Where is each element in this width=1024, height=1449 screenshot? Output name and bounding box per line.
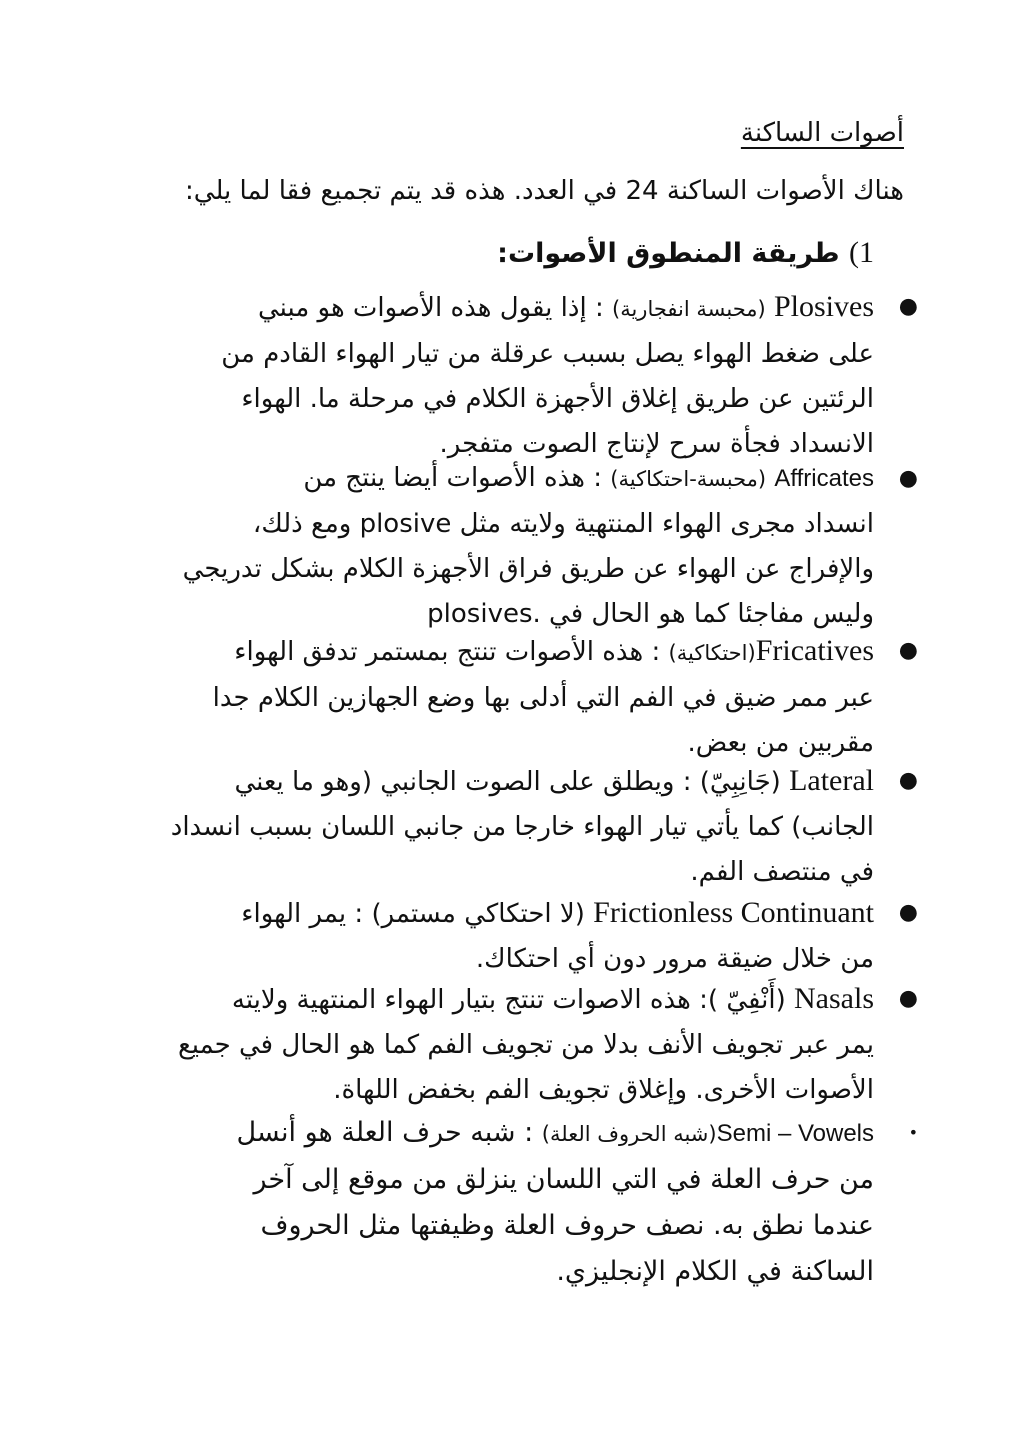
bullet-line: يمر عبر تجويف الأنف بدلا من تجويف الفم كما هو الحال في جميع: [177, 1030, 874, 1060]
bullet-line: مقربين من بعض.: [687, 728, 874, 758]
bullet-icon: ●: [898, 638, 918, 663]
term-english: Lateral: [789, 764, 874, 797]
bullet-first-line: [144, 890, 874, 937]
bullet-text: : هذه الأصوات تنتج بمستمر تدفق الهواء: [234, 637, 661, 667]
bullet-text: : شبه حرف العلة هو أنسل: [236, 1117, 534, 1148]
term-arabic-gloss: (محبسة-احتكاكية): [610, 467, 767, 491]
bullet-icon: ●: [898, 768, 918, 793]
list-item-fricatives: [144, 628, 918, 766]
bullet-line: من خلال ضيقة مرور دون أي احتكاك.: [475, 944, 874, 974]
bullet-icon: •: [908, 1123, 918, 1142]
bullet-line: من حرف العلة في التي اللسان ينزلق من موقع إلى آخر: [253, 1164, 874, 1195]
bullet-line: الجانب) كما يأتي تيار الهواء خارجا من جانبي اللسان بسبب انسداد: [170, 812, 874, 842]
bullet-line: في منتصف الفم.: [690, 857, 874, 887]
document-title: أصوات الساكنة: [740, 118, 904, 148]
bullet-first-line: [144, 456, 874, 502]
term-arabic-gloss: (شبه الحروف العلة): [541, 1122, 717, 1146]
bullet-line: الرئتين عن طريق إغلاق الأجهزة الكلام في مرحلة ما. الهواء: [241, 384, 874, 414]
bullet-line: انسداد مجرى الهواء المنتهية ولايته مثل plosive ومع ذلك،: [252, 509, 874, 539]
term-arabic-gloss: (لا احتكاكي مستمر): [371, 899, 585, 929]
bullet-icon: ●: [898, 986, 918, 1011]
bullet-line: الانسداد فجأة سرح لإنتاج الصوت متفجر.: [439, 429, 874, 459]
term-english: Nasals: [794, 982, 874, 1015]
bullet-line: الساكنة في الكلام الإنجليزي.: [556, 1256, 874, 1287]
bullet-text: : هذه الاصوات تنتج بتيار الهواء المنتهية ولايته: [231, 985, 708, 1015]
section-heading: [497, 236, 874, 270]
bullet-first-line: [144, 628, 874, 676]
bullet-line: عبر ممر ضيق في الفم التي أدلى بها وضع الجهازين الكلام جدا: [212, 683, 874, 713]
bullet-first-line: [144, 758, 874, 805]
term-arabic-gloss: (أَنْفِيّ ): [707, 985, 786, 1015]
bullet-text: : هذه الأصوات أيضا ينتج من: [303, 463, 603, 493]
list-item-nasals: [144, 976, 918, 1113]
term-english: Semi – Vowels: [716, 1120, 874, 1147]
bullet-icon: ●: [898, 900, 918, 925]
list-item-semi-vowels: [144, 1110, 918, 1295]
bullet-first-line: [144, 976, 874, 1023]
list-item-affricates: [144, 456, 918, 637]
term-english: Fricatives: [755, 634, 874, 667]
term-arabic-gloss: (جَانِبِيّ): [699, 767, 781, 797]
bullet-icon: ●: [898, 466, 918, 491]
bullet-icon: ●: [898, 294, 918, 319]
list-item-frictionless-continuant: [144, 890, 918, 982]
bullet-line: والإفراج عن الهواء عن طريق فراق الأجهزة الكلام بشكل تدريجي: [182, 554, 874, 584]
bullet-line: وليس مفاجئا كما هو الحال في .plosives: [427, 599, 874, 629]
bullet-text: : إذا يقول هذه الأصوات هو مبني: [257, 293, 604, 323]
list-item-lateral: [144, 758, 918, 895]
bullet-line: عندما نطق به. نصف حروف العلة وظيفتها مثل الحروف: [260, 1210, 874, 1241]
term-arabic-gloss: (محبسة انفجارية): [612, 297, 766, 321]
section-number: 1): [849, 236, 874, 269]
list-item-plosives: [144, 284, 918, 467]
bullet-text: : يمر الهواء: [241, 899, 364, 929]
bullet-first-line: [144, 1110, 874, 1157]
term-arabic-gloss: (احتكاكية): [668, 641, 756, 665]
section-heading-text: طريقة المنطوق الأصوات:: [497, 238, 840, 269]
bullet-text: : ويطلق على الصوت الجانبي (وهو ما يعني: [234, 767, 692, 797]
bullet-first-line: [144, 284, 874, 332]
intro-paragraph: هناك الأصوات الساكنة 24 في العدد. هذه قد يتم تجميع فقا لما يلي:: [185, 176, 904, 206]
term-english: Affricates: [774, 465, 874, 492]
term-english: Plosives: [773, 290, 874, 323]
bullet-line: على ضغط الهواء يصل بسبب عرقلة من تيار الهواء القادم من: [221, 339, 874, 369]
bullet-line: الأصوات الأخرى. وإغلاق تجويف الفم بخفض اللهاة.: [333, 1075, 874, 1105]
term-english: Frictionless Continuant: [593, 896, 874, 929]
